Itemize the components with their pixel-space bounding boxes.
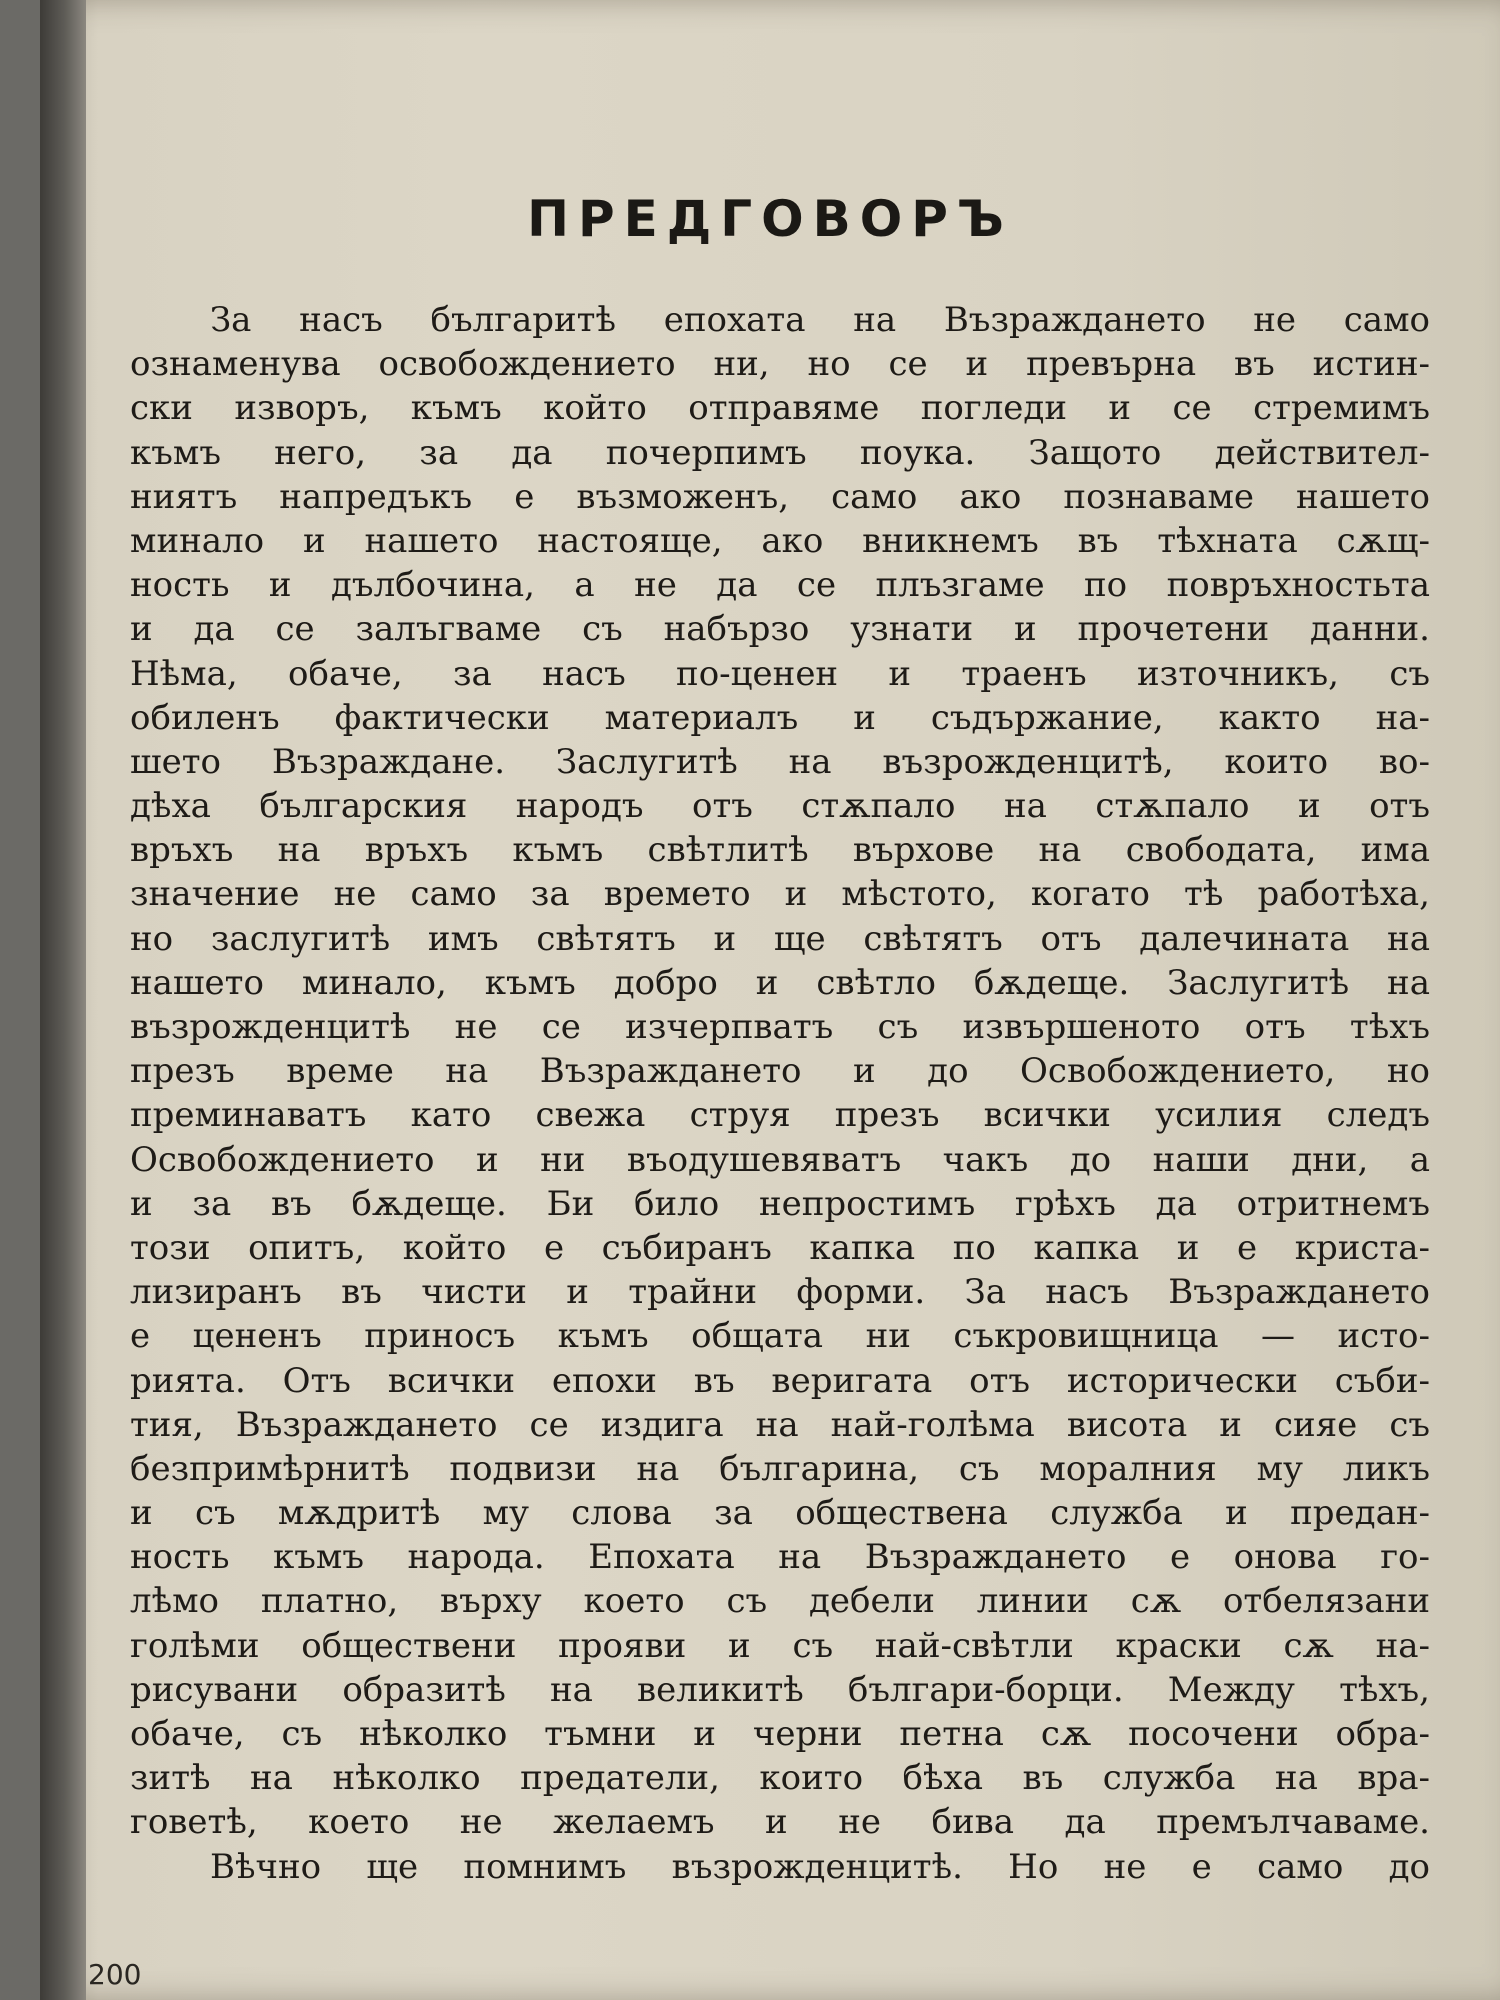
text-line: рисувани образитѣ на великитѣ българи-борци. Между тѣхъ,: [130, 1669, 1430, 1710]
book-gutter: [40, 0, 86, 2000]
text-line: шето Възраждане. Заслугитѣ на възрожденцитѣ, които во-: [130, 741, 1430, 782]
text-line: презъ време на Възраждането и до Освобождението, но: [130, 1051, 1430, 1092]
text-line: и съ мѫдритѣ му слова за обществена служба и предан-: [130, 1493, 1430, 1534]
text-line: и за въ бѫдеще. Би било непростимъ грѣхъ да отритнемъ: [130, 1183, 1430, 1224]
text-line: дѣха българския народъ отъ стѫпало на стѫпало и отъ: [130, 786, 1430, 827]
text-line: Нѣма, обаче, за насъ по-ценен и траенъ източникъ, съ: [130, 653, 1430, 694]
text-line: връхъ на връхъ къмъ свѣтлитѣ върхове на свободата, има: [130, 830, 1430, 871]
text-line: тия, Възраждането се издига на най-голѣма висота и сияе съ: [130, 1404, 1430, 1445]
text-line: ниятъ напредъкъ е възможенъ, само ако познаваме нашето: [130, 476, 1430, 517]
text-line: е цененъ приносъ къмъ общата ни съкровищница — исто-: [130, 1316, 1430, 1357]
page-number: 200: [88, 1958, 142, 1991]
text-line: възрожденцитѣ не се изчерпватъ съ извършеното отъ тѣхъ: [130, 1007, 1430, 1047]
book-page: [40, 0, 1500, 2000]
text-line: голѣми обществени прояви и съ най-свѣтли краски сѫ на-: [130, 1625, 1430, 1666]
text-line: значение не само за времето и мѣстото, когато тѣ работѣха,: [130, 874, 1430, 915]
text-line: обаче, съ нѣколко тъмни и черни петна сѫ посочени обра-: [130, 1714, 1430, 1754]
text-line: преминаватъ като свежа струя презъ всички усилия следъ: [130, 1095, 1430, 1136]
page-title: ПРЕДГОВОРЪ: [527, 190, 1013, 248]
text-line: ность и дълбочина, а не да се плъзгаме по повръхностьта: [130, 565, 1430, 606]
text-line: лѣмо платно, върху което съ дебели линии сѫ отбелязани: [130, 1581, 1430, 1622]
text-line: ознаменува освобождението ни, но се и превърна въ истин-: [130, 344, 1430, 385]
text-line: лизиранъ въ чисти и трайни форми. За насъ Възраждането: [130, 1272, 1430, 1313]
text-line: зитѣ на нѣколко предатели, които бѣха въ служба на вра-: [130, 1758, 1430, 1799]
text-line: ски изворъ, къмъ който отправяме погледи и се стремимъ: [130, 388, 1430, 429]
text-line: но заслугитѣ имъ свѣтятъ и ще свѣтятъ отъ далечината на: [130, 918, 1430, 959]
text-line: ность къмъ народа. Епохата на Възраждането е онова го-: [130, 1537, 1430, 1578]
text-line: минало и нашето настояще, ако вникнемъ въ тѣхната сѫщ-: [130, 520, 1430, 561]
text-line: обиленъ фактически материалъ и съдържание, както на-: [130, 697, 1430, 738]
text-line: и да се залъгваме съ набързо узнати и прочетени данни.: [130, 609, 1430, 650]
text-line: къмъ него, за да почерпимъ поука. Защото действител-: [130, 432, 1430, 473]
text-line: За насъ българитѣ епохата на Възраждането не само: [210, 300, 1430, 340]
text-line: нашето минало, къмъ добро и свѣтло бѫдеще. Заслугитѣ на: [130, 962, 1430, 1003]
text-line: Освобождението и ни въодушевяватъ чакъ до наши дни, а: [130, 1139, 1430, 1180]
text-line: говетѣ, което не желаемъ и не бива да премълчаваме.: [130, 1802, 1430, 1843]
text-line: безпримѣрнитѣ подвизи на българина, съ моралния му ликъ: [130, 1448, 1430, 1489]
text-line: рията. Отъ всички епохи въ веригата отъ исторически съби-: [130, 1360, 1430, 1401]
text-line: този опитъ, който е събиранъ капка по капка и е криста-: [130, 1227, 1430, 1268]
text-line: Вѣчно ще помнимъ възрожденцитѣ. Но не е само до: [210, 1846, 1430, 1887]
body-text: [130, 298, 1430, 1889]
